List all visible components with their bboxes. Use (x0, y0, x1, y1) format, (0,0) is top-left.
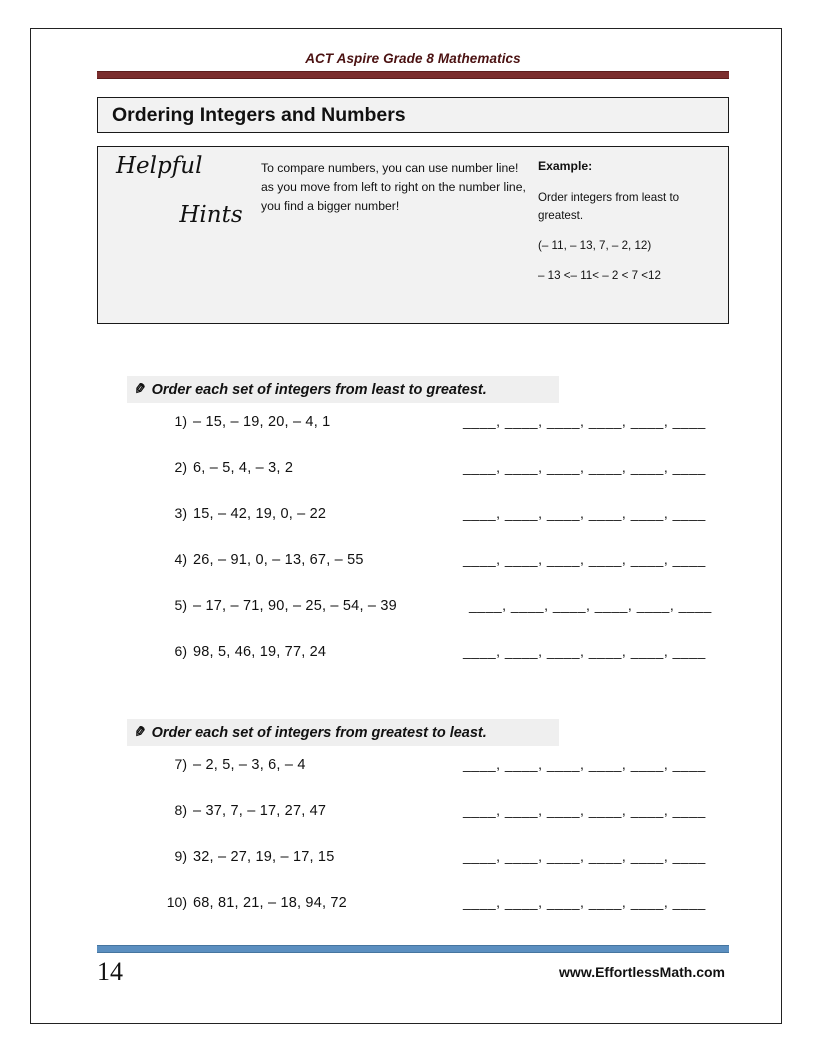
problem-row (159, 643, 729, 689)
problem-row (159, 597, 729, 643)
problem-text: – 15, – 19, 20, – 4, 1 (193, 414, 331, 430)
header-divider (97, 71, 729, 79)
example-title: Example: (538, 159, 593, 173)
section-heading-least-to-greatest (127, 376, 559, 403)
worksheet-title-box (97, 97, 729, 133)
answer-blanks[interactable]: ____, ____, ____, ____, ____, ____ (463, 551, 706, 567)
problem-number: 9) (174, 848, 187, 864)
hints-label-line-1: Helpful (116, 153, 203, 179)
problem-text: 15, – 42, 19, 0, – 22 (193, 506, 327, 522)
pencil-icon: ✎ (135, 381, 148, 398)
problem-row (159, 505, 729, 551)
problem-row (159, 413, 729, 459)
problem-row (159, 459, 729, 505)
problem-list-section-1 (159, 413, 729, 689)
answer-blanks[interactable]: ____, ____, ____, ____, ____, ____ (463, 505, 706, 521)
problem-number: 6) (174, 643, 187, 659)
section-1-heading-text: Order each set of integers from least to greatest. (151, 381, 487, 398)
answer-blanks[interactable]: ____, ____, ____, ____, ____, ____ (463, 459, 706, 475)
example-prompt: Order integers from least to greatest. (538, 191, 680, 222)
problem-row (159, 894, 729, 940)
problem-text: 68, 81, 21, – 18, 94, 72 (193, 895, 347, 911)
problem-text: – 37, 7, – 17, 27, 47 (193, 803, 327, 819)
page-footer (97, 957, 729, 987)
problem-number: 8) (174, 802, 187, 818)
helpful-hints-label (116, 155, 276, 227)
site-url[interactable]: www.EffortlessMath.com (559, 964, 725, 980)
document-header-title: ACT Aspire Grade 8 Mathematics (305, 51, 521, 66)
problem-text: 6, – 5, 4, – 3, 2 (193, 460, 294, 476)
problem-row (159, 551, 729, 597)
problem-number: 4) (174, 551, 187, 567)
problem-number: 10) (166, 894, 187, 910)
problem-number: 5) (174, 597, 187, 613)
answer-blanks[interactable]: ____, ____, ____, ____, ____, ____ (463, 894, 706, 910)
answer-blanks[interactable]: ____, ____, ____, ____, ____, ____ (463, 413, 706, 429)
problem-list-section-2 (159, 756, 729, 940)
section-2-heading-text: Order each set of integers from greatest to least. (151, 724, 487, 741)
problem-text: 32, – 27, 19, – 17, 15 (193, 849, 335, 865)
answer-blanks[interactable]: ____, ____, ____, ____, ____, ____ (463, 848, 706, 864)
answer-blanks[interactable]: ____, ____, ____, ____, ____, ____ (463, 643, 706, 659)
page-title: Ordering Integers and Numbers (112, 103, 406, 126)
page-number: 14 (97, 957, 123, 986)
problem-number: 1) (174, 413, 187, 429)
problem-row (159, 802, 729, 848)
worksheet-page (30, 28, 782, 1024)
section-heading-greatest-to-least (127, 719, 559, 746)
problem-number: 3) (174, 505, 187, 521)
footer-divider (97, 945, 729, 953)
example-set: (– 11, – 13, 7, – 2, 12) (538, 239, 652, 253)
answer-blanks[interactable]: ____, ____, ____, ____, ____, ____ (463, 802, 706, 818)
hints-label-line-2: Hints (179, 202, 243, 228)
problem-text: 98, 5, 46, 19, 77, 24 (193, 644, 327, 660)
problem-number: 7) (174, 756, 187, 772)
example-answer: – 13 <– 11< – 2 < 7 <12 (538, 269, 661, 283)
problem-row (159, 848, 729, 894)
hints-body-text: To compare numbers, you can use number line! as you move from left to right on the number line, you find a bigger number! (261, 161, 526, 213)
problem-number: 2) (174, 459, 187, 475)
problem-text: 26, – 91, 0, – 13, 67, – 55 (193, 552, 364, 568)
helpful-hints-box (97, 146, 729, 324)
answer-blanks[interactable]: ____, ____, ____, ____, ____, ____ (463, 756, 706, 772)
pencil-icon: ✎ (135, 724, 148, 741)
problem-text: – 2, 5, – 3, 6, – 4 (193, 757, 306, 773)
hints-example (538, 157, 718, 298)
answer-blanks[interactable]: ____, ____, ____, ____, ____, ____ (469, 597, 712, 613)
problem-text: – 17, – 71, 90, – 25, – 54, – 39 (193, 598, 397, 614)
page-content (97, 51, 729, 940)
problem-row (159, 756, 729, 802)
